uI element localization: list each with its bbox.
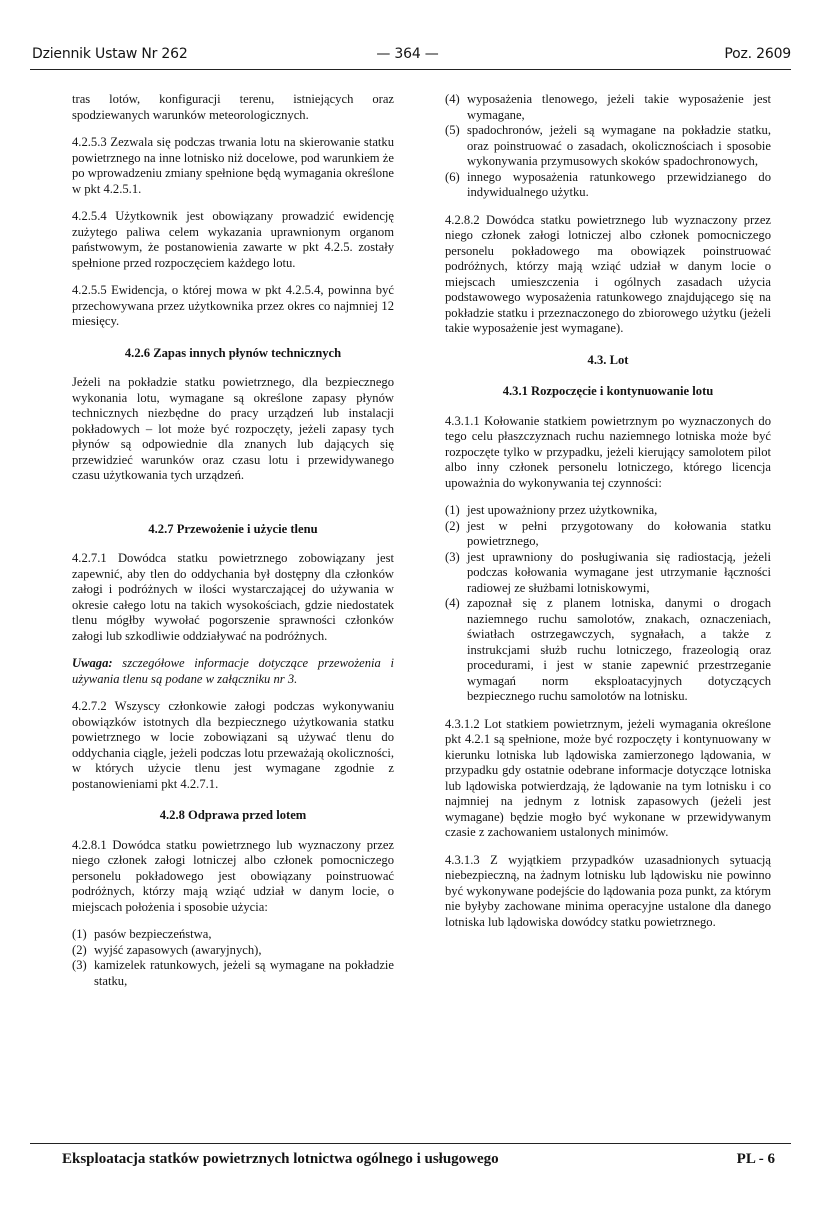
taxi-conditions-list xyxy=(445,503,771,705)
header-page-number: — 364 — xyxy=(376,46,439,62)
list-item-text: spadochronów, jeżeli są wymagane na pokładzie statku, oraz poinstruować o zasadach, okolicznościach i sposobie wykonywania przymusowych skoków spadochronowych, xyxy=(467,123,771,168)
section-heading-4-2-7: 4.2.7 Przewożenie i użycie tlenu xyxy=(148,521,318,536)
paragraph-4-3-1-1: 4.3.1.1 Kołowanie statkiem powietrznym po wyznaczonych do tego celu płaszczyznach ruchu naziemnego lotniska może być rozpoczęte tylko w przypadku, jeżeli kierujący samolotem pilot albo inny członek personelu lotniczego, którego licencja upoważnia do wykonywania tej czynności: xyxy=(445,413,771,490)
list-item-text: jest uprawniony do posługiwania się radiostacją, jeżeli podczas kołowania wymagane jest utrzymanie łączności radiowej ze służbami lotniskowymi, xyxy=(467,549,771,595)
equipment-list-right xyxy=(445,92,771,201)
list-item-number: (3) xyxy=(445,549,460,564)
section-heading-4-3-1: 4.3.1 Rozpoczęcie i kontynuowanie lotu xyxy=(502,384,714,398)
right-column xyxy=(445,92,771,942)
header-divider xyxy=(30,69,791,70)
list-item-number: (6) xyxy=(445,169,460,184)
header-position: Poz. 2609 xyxy=(724,46,791,62)
footer-title: Eksploatacja statków powietrznych lotnictwa ogólnego i usługowego xyxy=(62,1151,499,1167)
list-item xyxy=(445,550,771,597)
list-item-number: (5) xyxy=(445,123,460,137)
note-label: Uwaga: xyxy=(72,656,113,670)
list-item xyxy=(445,503,771,519)
section-heading-4-3: 4.3. Lot xyxy=(587,352,629,367)
section-heading-4-2-8: 4.2.8 Odprawa przed lotem xyxy=(159,808,307,822)
list-item xyxy=(72,958,394,989)
paragraph-4-2-8-2: 4.2.8.2 Dowódca statku powietrznego lub wyznaczony przez niego członek załogi lotniczej albo członek pomocniczego personelu pokładowego ma obowiązek poinstruować podróżnych, którzy mają wziąć udział w danym locie o miejscach umieszczenia i ogólnych zasadach użycia podstawowego wyposażenia ratunkowego znajdującego się na pokładzie statku i przeznaczonego do zbiorowego użytku (jeżeli takie wyposażenie jest wymagane). xyxy=(445,212,771,335)
list-item xyxy=(445,519,771,550)
paragraph-4-2-7-1: 4.2.7.1 Dowódca statku powietrznego zobowiązany jest zapewnić, aby tlen do oddychania był dostępny dla członków załogi i podróżnych w ilości wystarczającej do używania w okresie całego lotu na takich wysokościach, gdzie niedostatek tlenu mógłby wywołać pogorszenie sprawności członków załogi lub szkodliwie oddziaływać na podróżnych. xyxy=(72,551,394,643)
list-item-text: jest upoważniony przez użytkownika, xyxy=(467,503,658,517)
paragraph-4-2-5-5: 4.2.5.5 Ewidencja, o której mowa w pkt 4.2.5.4, powinna być przechowywana przez użytkownika przez okres co najmniej 12 miesięcy. xyxy=(72,283,394,328)
list-item xyxy=(72,943,394,959)
list-item xyxy=(445,596,771,705)
paragraph-4-3-1-2: 4.3.1.2 Lot statkiem powietrznym, jeżeli wymagania określone pkt 4.2.1 są spełnione, może być rozpoczęty i kontynuowany w kierunku lotniska lub lądowiska zamierzonego lądowania, w przypadku gdy ostatnie odebrane informacje dotyczące lotniska lub lądowiska potwierdzają, że lądowanie na tym lotnisku i co najmniej na jednym z lotnisk zapasowych (jeżeli jest wymagane) będzie mogło być wykonane w przewidywanym czasie z zachowaniem ustalonych minimów. xyxy=(445,716,771,839)
paragraph-4-2-7-2: 4.2.7.2 Wszyscy członkowie załogi podczas wykonywaniu obowiązków istotnych dla bezpiecznego użytkowania statku powietrznego w locie zobowiązani są używać tlenu do oddychania ciągle, jeżeli podczas lotu przeważają okoliczności, w których użycie tlenu jest wymagane zgodnie z postanowieniami pkt 4.2.7.1. xyxy=(72,699,394,791)
list-item xyxy=(445,123,771,170)
list-item-text: jest w pełni przygotowany do kołowania statku powietrznego, xyxy=(467,518,771,548)
list-item-text: kamizelek ratunkowych, jeżeli są wymagane na pokładzie statku, xyxy=(94,958,394,988)
list-item xyxy=(445,170,771,201)
list-item-number: (3) xyxy=(72,958,87,972)
footer-divider xyxy=(30,1143,791,1144)
paragraph-4-2-8-1: 4.2.8.1 Dowódca statku powietrznego lub wyznaczony przez niego członek załogi lotniczej albo członek pomocniczego personelu pokładowego jest obowiązany poinstruować podróżnych, którzy mają wziąć udział w danym locie, o miejscach położenia i sposobie użycia: xyxy=(72,837,394,914)
list-item-text: wyposażenia tlenowego, jeżeli takie wyposażenie jest wymagane, xyxy=(467,92,771,122)
paragraph: tras lotów, konfiguracji terenu, istniejących oraz spodziewanych warunków meteorologicznych. xyxy=(72,92,394,122)
note-text: szczegółowe informacje dotyczące przewożenia i używania tlenu są podane w załączniku nr 3. xyxy=(72,656,394,686)
equipment-list-left xyxy=(72,927,394,989)
list-item-text: zapoznał się z planem lotniska, danymi o drogach naziemnego ruchu samolotów, znakach, oznaczeniach, światłach ostrzegawczych, sygnałach, a także z instrukcjami służb ruchu lotniczego, frazeologią oraz procedurami, i jest w stanie zapewnić przestrzeganie wymagań norm eksploatacyjnych dotyczących bezpiecznego ruchu samolotów na lotnisku. xyxy=(467,596,771,703)
header-journal-title: Dziennik Ustaw Nr 262 xyxy=(32,46,188,62)
list-item-text: pasów bezpieczeństwa, xyxy=(94,927,212,941)
list-item-number: (4) xyxy=(445,92,460,106)
left-column xyxy=(72,92,394,1001)
list-item xyxy=(72,927,394,943)
list-item-text: innego wyposażenia ratunkowego przewidzianego do indywidualnego użytku. xyxy=(467,169,771,199)
list-item-number: (1) xyxy=(72,927,87,941)
list-item-number: (4) xyxy=(445,596,460,610)
paragraph-4-2-5-4: 4.2.5.4 Użytkownik jest obowiązany prowadzić ewidencję zużytego paliwa celem wykazania uprawnionym organom państwowym, że postanowienia zawarte w pkt 4.2.5. zostały spełnione przed rozpoczęciem każdego lotu. xyxy=(72,209,394,270)
list-item-number: (1) xyxy=(445,503,460,517)
list-item-number: (2) xyxy=(72,942,87,957)
list-item-number: (2) xyxy=(445,518,460,533)
list-item-text: wyjść zapasowych (awaryjnych), xyxy=(94,942,262,957)
paragraph-4-2-6: Jeżeli na pokładzie statku powietrznego, dla bezpiecznego wykonania lotu, wymagane są określone zapasy płynów technicznych niezbędne do pracy urządzeń lub instalacji pokładowych – lot może być rozpoczęty, jeżeli zapasy tych płynów są odpowiednie dla znanych lub dających się przewidzieć warunków oraz czasu lotu i przewidywanego czasu użytkowania tych urządzeń. xyxy=(72,375,394,482)
list-item xyxy=(445,92,771,123)
paragraph-4-3-1-3: 4.3.1.3 Z wyjątkiem przypadków uzasadnionych sytuacją niebezpieczną, na żadnym lotnisku lub lądowisku nie powinno być wykonywane podejście do lądowania poza punkt, za którym nie byłyby zachowane minima operacyjne ustalone dla danego lotniska lub lądowiska dowódcy statku powietrznego. xyxy=(445,852,771,929)
section-heading-4-2-6: 4.2.6 Zapas innych płynów technicznych xyxy=(124,345,342,360)
footer-page-code: PL - 6 xyxy=(736,1151,775,1167)
paragraph-4-2-5-3: 4.2.5.3 Zezwala się podczas trwania lotu na skierowanie statku powietrznego na inne lotnisko niż docelowe, pod warunkiem że po wprowadzeniu zmiany spełnione będą wymagania określone w pkt 4.2.5.1. xyxy=(72,135,394,196)
note xyxy=(72,656,394,687)
